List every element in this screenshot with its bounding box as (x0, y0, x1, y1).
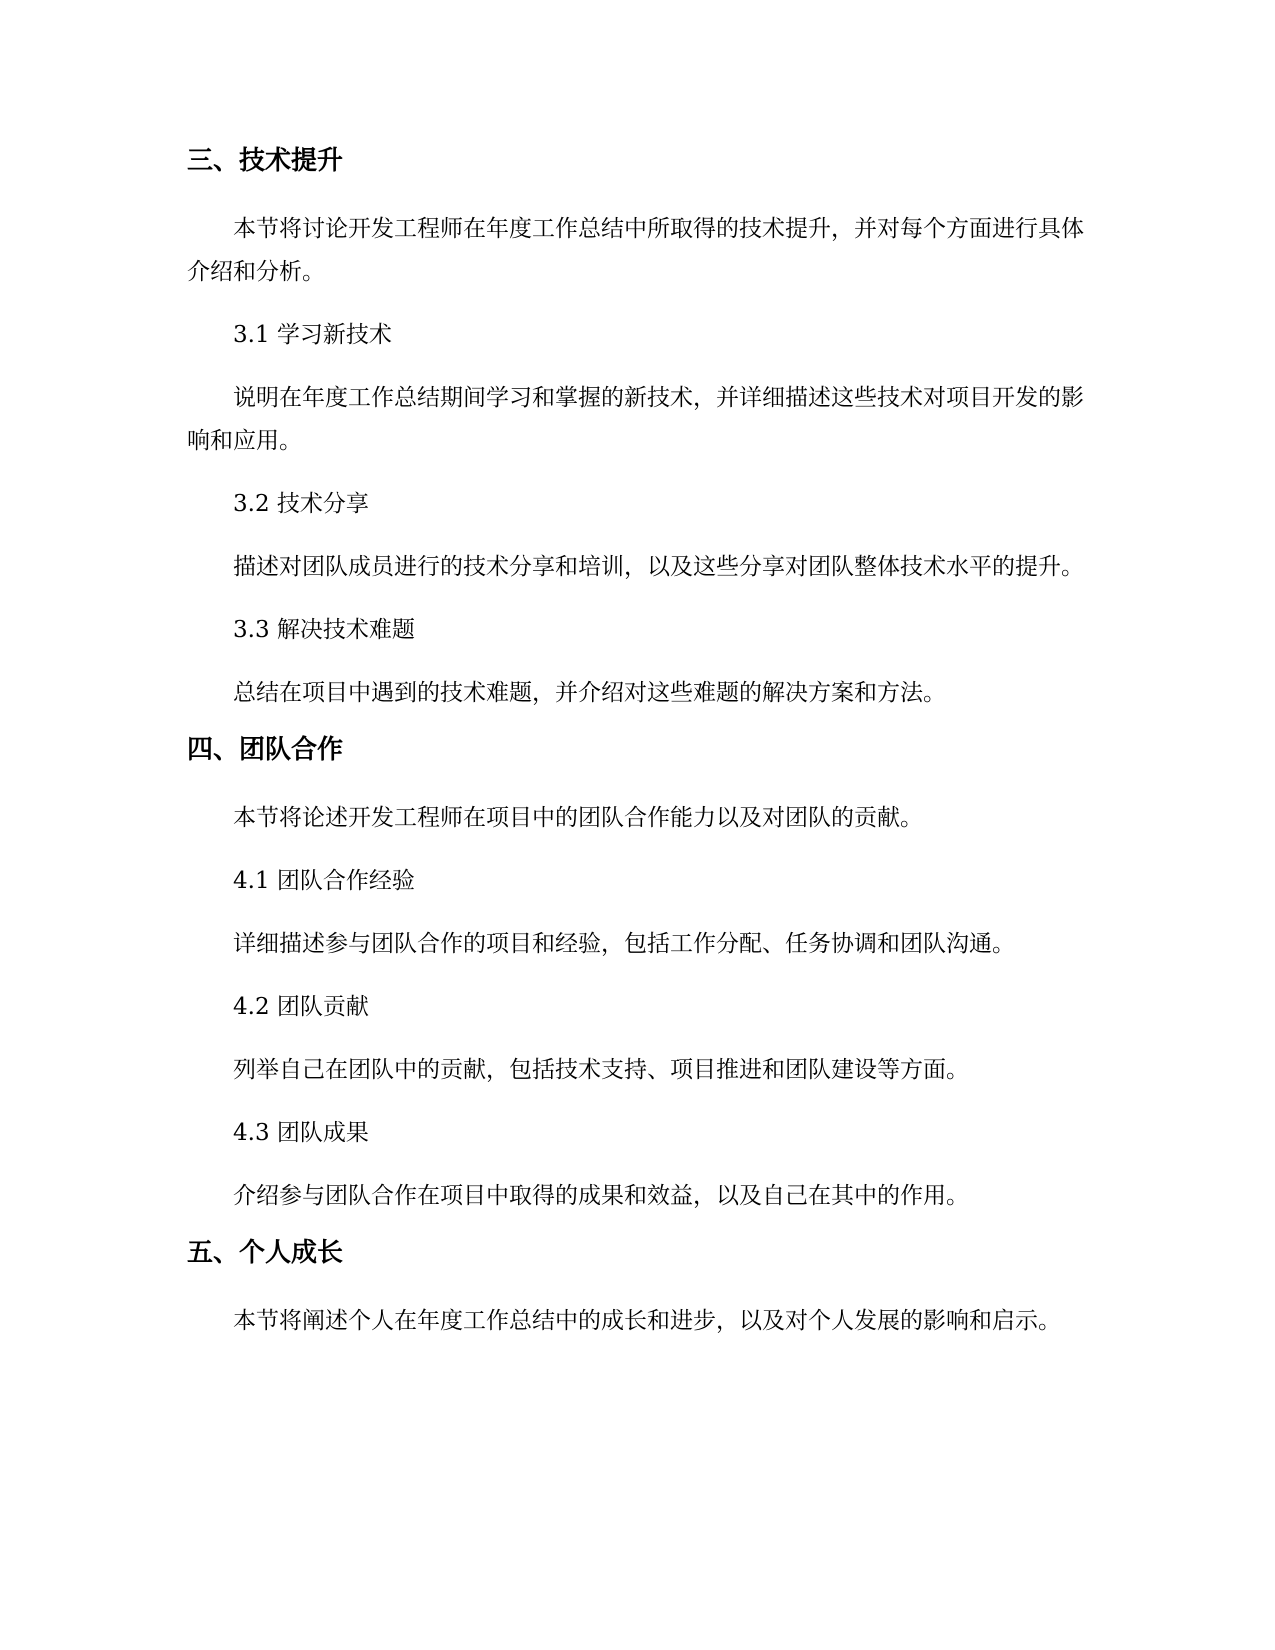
subsection-body: 介绍参与团队合作在项目中取得的成果和效益，以及自己在其中的作用。 (233, 1183, 969, 1209)
section-teamwork (187, 735, 1087, 1218)
subsection-title: 3.2 技术分享 (233, 491, 369, 517)
document-body (187, 146, 1087, 1363)
subsection-body: 说明在年度工作总结期间学习和掌握的新技术，并详细描述这些技术对项目开发的影响和应用。 (187, 385, 1084, 454)
subsection-body: 列举自己在团队中的贡献，包括技术支持、项目推进和团队建设等方面。 (233, 1057, 969, 1083)
section-intro: 本节将论述开发工程师在项目中的团队合作能力以及对团队的贡献。 (233, 805, 923, 831)
section-personal-growth (187, 1238, 1087, 1343)
subsection-body: 总结在项目中遇到的技术难题，并介绍对这些难题的解决方案和方法。 (233, 680, 946, 706)
section-heading: 三、技术提升 (187, 146, 344, 176)
subsection-body: 描述对团队成员进行的技术分享和培训，以及这些分享对团队整体技术水平的提升。 (233, 554, 1084, 580)
subsection-title: 4.2 团队贡献 (233, 994, 369, 1020)
subsection-body: 详细描述参与团队合作的项目和经验，包括工作分配、任务协调和团队沟通。 (233, 931, 1015, 957)
section-heading: 五、个人成长 (187, 1238, 344, 1268)
section-intro: 本节将阐述个人在年度工作总结中的成长和进步，以及对个人发展的影响和启示。 (233, 1308, 1061, 1334)
subsection-title: 4.1 团队合作经验 (233, 868, 415, 894)
section-tech-improvement (187, 146, 1087, 715)
subsection-title: 3.3 解决技术难题 (233, 617, 415, 643)
section-heading: 四、团队合作 (187, 735, 344, 765)
subsection-title: 4.3 团队成果 (233, 1120, 369, 1146)
section-intro: 本节将讨论开发工程师在年度工作总结中所取得的技术提升，并对每个方面进行具体介绍和分析。 (187, 216, 1084, 285)
subsection-title: 3.1 学习新技术 (233, 322, 392, 348)
